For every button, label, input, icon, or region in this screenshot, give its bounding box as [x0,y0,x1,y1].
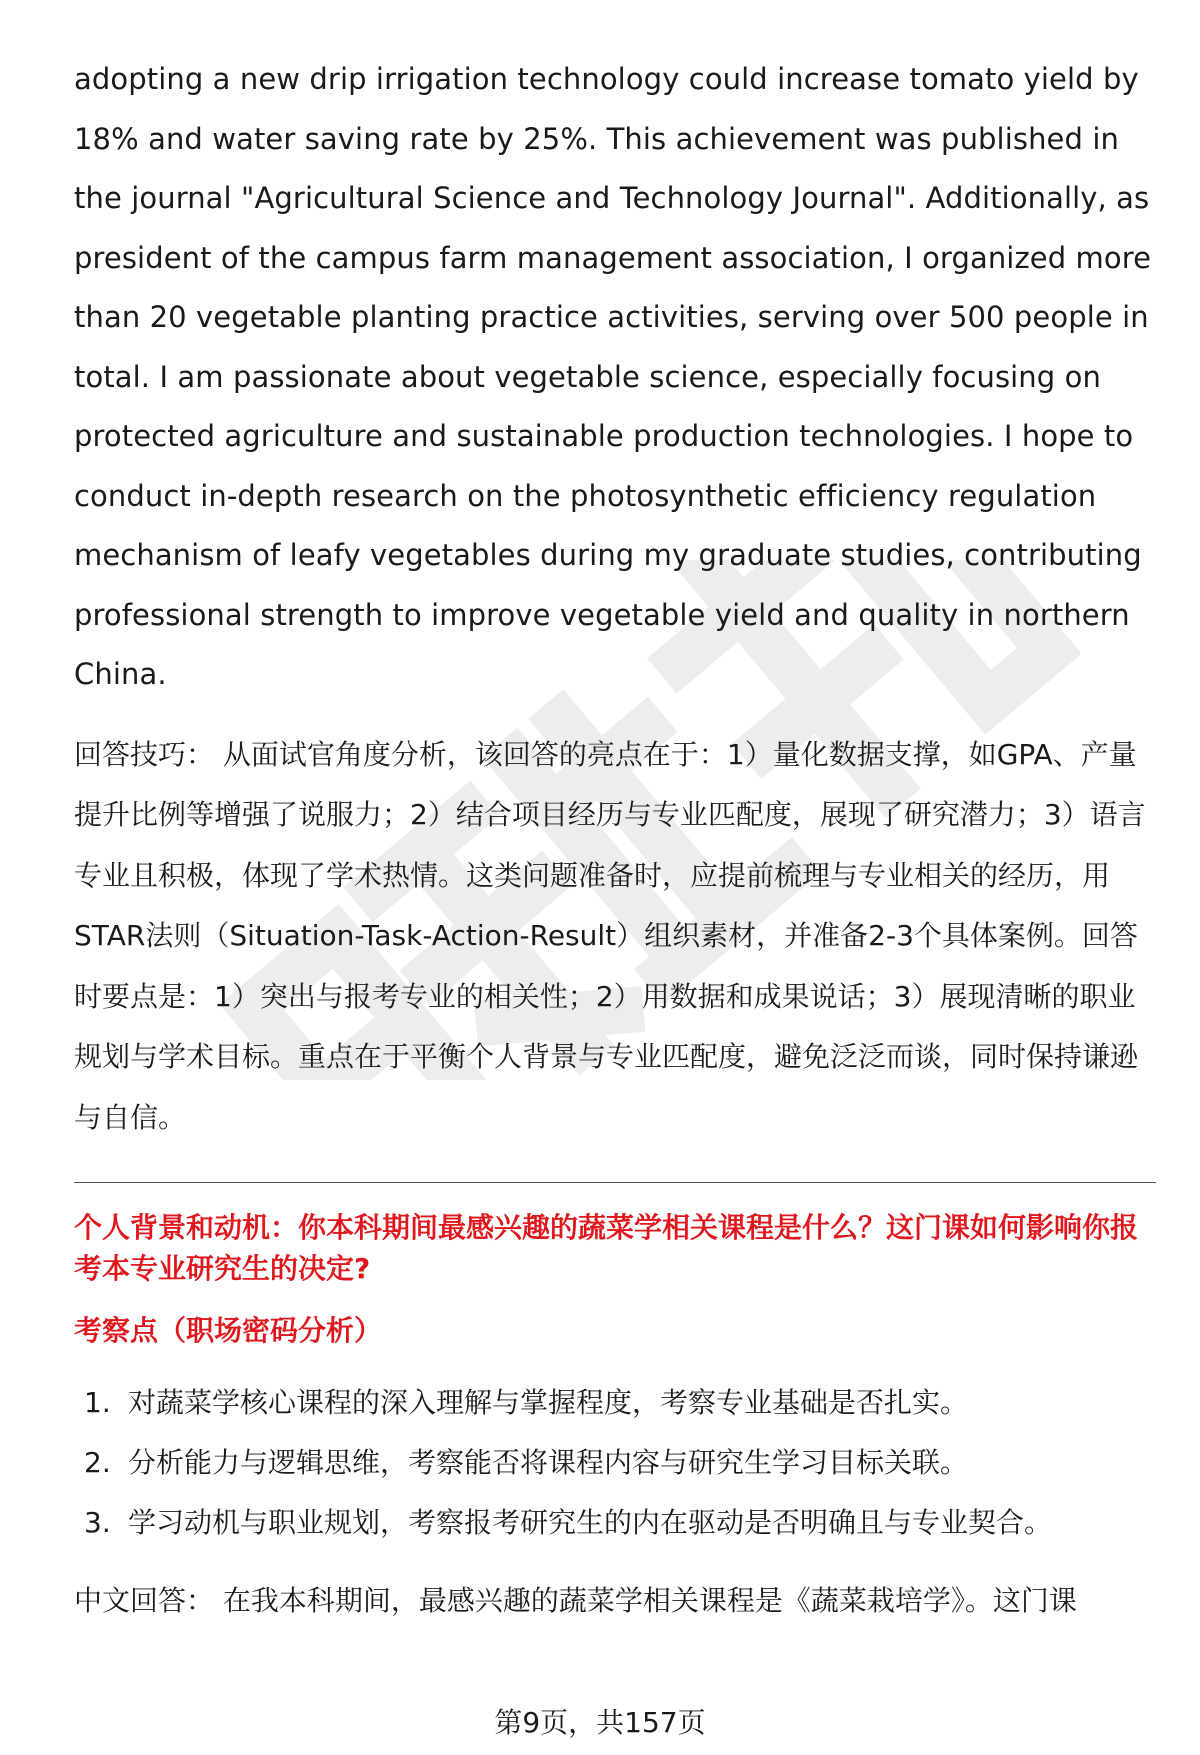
answer-tips [74,725,1156,1149]
list-item-number: 3. [84,1506,111,1539]
body-paragraph: adopting a new drip irrigation technology could increase tomato yield by 18% and water saving rate by 25%. This achievement was published in the journal "Agricultural Science and Technology Journal". Additionally, as president of the campus farm management association, I organized more than 20 vegetable planting practice activities, serving over 500 people in total. I am passionate about vegetable science, especially focusing on protected agriculture and sustainable production technologies. I hope to conduct in-depth research on the photosynthetic efficiency regulation mechanism of leafy vegetables during my graduate studies, contributing professional strength to improve vegetable yield and quality in northern China. [74,62,1152,691]
tips-label: 回答技巧： [74,737,215,771]
page-number-footer: 第9页，共157页 [494,1706,706,1739]
chinese-answer [74,1573,1156,1629]
list-item [74,1433,1156,1493]
answer-text: 在我本科期间，最感兴趣的蔬菜学相关课程是《蔬菜栽培学》。这门课 [222,1584,1077,1617]
page-content [74,50,1156,1629]
list-item [74,1493,1156,1553]
assessment-points-list [74,1373,1156,1553]
tips-text: 从面试官角度分析，该回答的亮点在于：1）量化数据支撑，如GPA、产量提升比例等增强了说服力；2）结合项目经历与专业匹配度，展现了研究潜力；3）语言专业且积极，体现了学术热情。这类问题准备时，应提前梳理与专业相关的经历，用STAR法则（Situation-Task-Action-Result）组织素材，并准备2-3个具体案例。回答时要点是：1）突出与报考专业的相关性；2）用数据和成果说话；3）展现清晰的职业规划与学术目标。重点在于平衡个人背景与专业匹配度，避免泛泛而谈，同时保持谦逊与自信。 [74,737,1146,1134]
list-item-text: 学习动机与职业规划，考察报考研究生的内在驱动是否明确且与专业契合。 [128,1506,1053,1539]
question-heading: 个人背景和动机：你本科期间最感兴趣的蔬菜学相关课程是什么？这门课如何影响你报考本专业研究生的决定? [74,1211,1139,1285]
answer-label: 中文回答： [74,1584,215,1617]
list-item-number: 1. [84,1386,111,1419]
list-item-text: 分析能力与逻辑思维，考察能否将课程内容与研究生学习目标关联。 [128,1446,969,1479]
section-divider [74,1182,1156,1183]
list-item [74,1373,1156,1433]
list-item-text: 对蔬菜学核心课程的深入理解与掌握程度，考察专业基础是否扎实。 [128,1386,969,1419]
list-item-number: 2. [84,1446,111,1479]
assessment-points-title: 考察点（职场密码分析） [74,1314,383,1347]
